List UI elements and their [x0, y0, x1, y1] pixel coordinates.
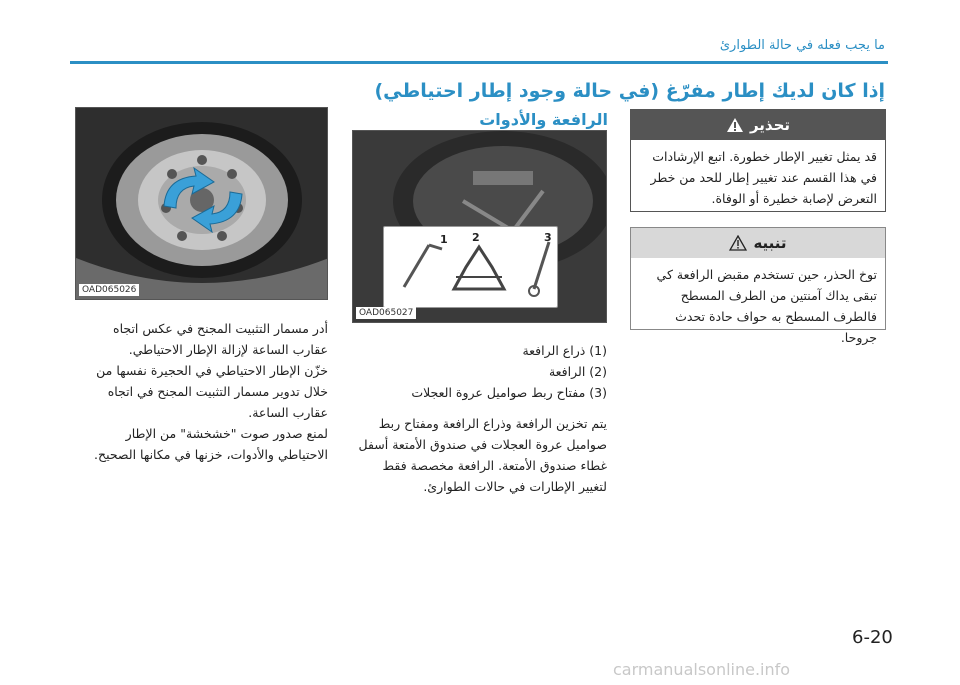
paragraph: لمنع صدور صوت "خشخشة" من الإطار الاحتياطي والأدوات، خزنها في مكانها الصحيح. — [94, 426, 328, 462]
tools-list-item: (3) مفتاح ربط صواميل عروة العجلات — [411, 385, 607, 400]
paragraph: أدر مسمار التثبيت المجنح في عكس اتجاه عقارب الساعة لإزالة الإطار الاحتياطي. — [113, 321, 328, 357]
paragraph: خزّن الإطار الاحتياطي في الحجيرة نفسها من خلال تدوير مسمار التثبيت المجنح في اتجاه عقارب الساعة. — [96, 363, 328, 420]
paragraph: يتم تخزين الرافعة وذراع الرافعة ومفتاح ربط صواميل عروة العجلات في صندوق الأمتعة أسفل غطاء صندوق الأمتعة. الرافعة مخصصة فقط لتغيير الإطارات في حالات الطوارئ. — [358, 416, 607, 494]
tools-list-item: (2) الرافعة — [548, 364, 607, 379]
header-divider — [70, 61, 888, 64]
callout-number-2: 2 — [472, 231, 480, 244]
jack-tools-image — [352, 130, 607, 323]
header-title: ما يجب فعله في حالة الطوارئ — [719, 38, 885, 53]
middle-column-text — [352, 340, 607, 497]
sub-title: الرافعة والأدوات — [479, 110, 608, 129]
warning-triangle-icon — [726, 117, 744, 133]
tools-callout-box — [383, 226, 558, 308]
warning-label: تحذير — [749, 116, 791, 134]
callout-number-1: 1 — [440, 233, 448, 246]
caution-text: توخ الحذر، حين تستخدم مقبض الرافعة كي تبقى يداك آمنتين من الطرف المسطح فالطرف المسطح به حواف حادة تحدث جروحا. — [656, 267, 877, 345]
caution-label: تنبيه — [753, 234, 787, 252]
caution-triangle-icon — [729, 235, 747, 251]
spare-tire-illustration — [76, 108, 328, 300]
page-number: 6-20 — [852, 627, 893, 648]
caution-header — [631, 228, 885, 258]
callout-number-3: 3 — [544, 231, 552, 244]
warning-box — [630, 109, 886, 212]
image-code-label: OAD065027 — [356, 307, 416, 319]
spare-tire-image — [75, 107, 328, 300]
caution-box — [630, 227, 886, 345]
image-code-label: OAD065026 — [79, 284, 139, 296]
warning-header — [631, 110, 885, 140]
left-column-text — [75, 318, 328, 465]
section-title: إذا كان لديك إطار مفرّغ (في حالة وجود إطار احتياطي) — [374, 80, 885, 102]
warning-text: قد يمثل تغيير الإطار خطورة. اتبع الإرشادات في هذا القسم عند تغيير إطار للحد من خطر التعرض لإصابة خطيرة أو الوفاة. — [650, 149, 877, 206]
tools-list-item: (1) ذراع الرافعة — [522, 343, 607, 358]
watermark: carmanualsonline.info — [613, 660, 791, 679]
